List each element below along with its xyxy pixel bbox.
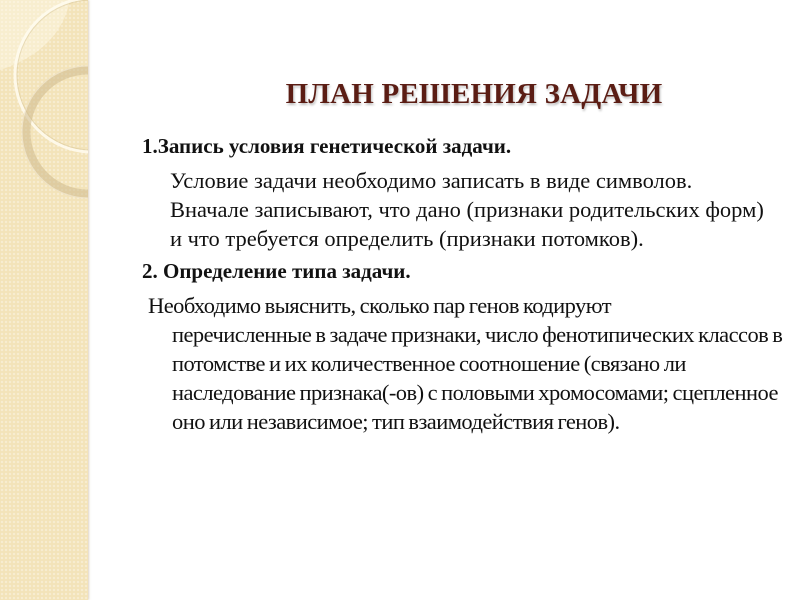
section-heading-2: 2. Определение типа задачи. bbox=[142, 259, 411, 283]
section-body-2 bbox=[148, 291, 792, 436]
slide-content bbox=[142, 132, 792, 436]
slide-title: ПЛАН РЕШЕНИЯ ЗАДАЧИ bbox=[285, 78, 663, 110]
decorative-circles-icon bbox=[0, 0, 88, 600]
decorative-sidebar bbox=[0, 0, 88, 600]
section-heading-1: 1.Запись условия генетической задачи. bbox=[142, 134, 512, 158]
section-body-2-rest: перечисленные в задаче признаки, число фенотипических классов в потомстве и их количественное соотношение (связано ли наследование признака(-ов) с половыми хромосомами; сцепленное оно или независимое; тип взаимодействия генов). bbox=[172, 322, 783, 434]
section-body-1: Условие задачи необходимо записать в виде символов. Вначале записывают, что дано (признаки родительских форм) и что требуется определить (признаки потомков). bbox=[170, 168, 764, 251]
section-body-2-first-line: Необходимо выяснить, сколько пар генов кодируют bbox=[148, 293, 611, 318]
